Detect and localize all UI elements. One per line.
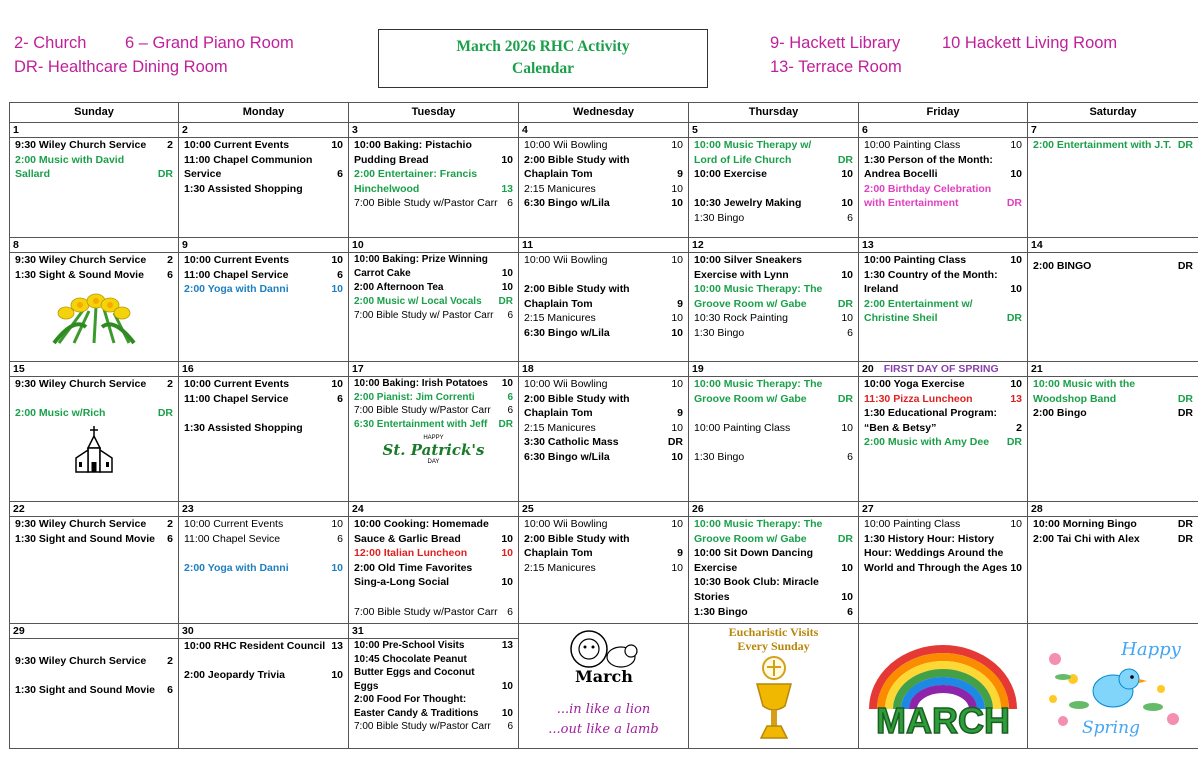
day-cell-2 xyxy=(179,123,349,238)
event-item: 2:15 Manicures 10 xyxy=(524,561,683,574)
day-number: 29 xyxy=(10,624,178,639)
day-number: 7 xyxy=(1028,123,1198,138)
day-number: 15 xyxy=(10,362,178,377)
weekday-friday: Friday xyxy=(859,103,1028,123)
svg-text:March: March xyxy=(574,667,633,685)
day-cell-5 xyxy=(689,123,859,238)
room-legend-right xyxy=(770,31,1117,79)
day-number: 1 xyxy=(10,123,178,138)
event-item: 2:15 Manicures 10 xyxy=(524,421,683,434)
day-number: 11 xyxy=(519,238,688,253)
legend-terrace: 13- Terrace Room xyxy=(770,58,902,76)
calendar-title xyxy=(378,29,708,88)
event-item: 11:00 Chapel Service 6 xyxy=(184,268,343,281)
event-item: 1:30 Country of the Month: Ireland 10 xyxy=(864,268,1022,296)
day-number: 31 xyxy=(349,624,518,639)
daffodil-icon xyxy=(10,286,178,346)
day-number: 27 xyxy=(859,502,1027,517)
day-number: 30 xyxy=(179,624,348,639)
event-item: 10:00 Wii Bowling 10 xyxy=(524,139,683,151)
first-day-of-spring-note: FIRST DAY OF SPRING xyxy=(883,363,999,375)
event-item: 7:00 Bible Study w/Pastor Carr 6 xyxy=(354,721,513,732)
weekday-wednesday: Wednesday xyxy=(519,103,689,123)
event-item: 10:00 Music Therapy: The Groove Room w/ Gabe DR xyxy=(694,378,853,405)
event-item: 10:00 Cooking: Homemade Sauce & Garlic Bread 10 xyxy=(354,518,513,545)
event-item: 11:00 Chapel Communion Service 6 xyxy=(184,153,343,181)
event-item: 2:00 Music w/Rich DR xyxy=(15,407,173,420)
event-item: 1:30 Bingo 6 xyxy=(694,605,853,618)
event-item: 2:00 Pianist: Jim Correnti 6 xyxy=(354,391,513,403)
eucharist-line-2: Every Sunday xyxy=(737,639,810,653)
lion-icon xyxy=(519,626,688,686)
event-item: 2:00 Bible Study with Chaplain Tom 9 xyxy=(524,283,683,310)
event-item: 9:30 Wiley Church Service 2 xyxy=(15,139,173,151)
event-item: 10:00 Current Events 10 xyxy=(184,518,343,530)
day-cell-31 xyxy=(349,624,519,749)
day-cell-6 xyxy=(859,123,1028,238)
day-cell-12 xyxy=(689,238,859,362)
day-number: 21 xyxy=(1028,362,1198,377)
day-cell-1 xyxy=(10,123,179,238)
day-cell-16 xyxy=(179,362,349,502)
event-item: 1:30 Assisted Shopping xyxy=(184,421,303,434)
room-legend-left xyxy=(14,31,294,79)
day-cell-23 xyxy=(179,502,349,624)
calendar-grid xyxy=(9,102,1198,749)
day-number: 8 xyxy=(10,238,178,253)
day-number: 17 xyxy=(349,362,518,377)
happy-spring-art xyxy=(1028,624,1198,749)
day-number: 22 xyxy=(10,502,178,517)
event-item: 1:30 Educational Program: “Ben & Betsy” 2 xyxy=(864,407,1022,434)
weekday-header-row xyxy=(10,103,1198,123)
event-item: 10:30 Book Club: Miracle Stories 10 xyxy=(694,576,853,603)
event-item: 7:00 Bible Study w/Pastor Carr 6 xyxy=(354,605,513,618)
event-item: 2:00 Yoga with Danni 10 xyxy=(184,561,343,574)
svg-text:MARCH: MARCH xyxy=(876,700,1010,739)
event-item: 2:00 Food For Thought: Easter Candy & Traditions 10 xyxy=(354,694,513,719)
weekday-sunday: Sunday xyxy=(10,103,179,123)
event-item: 9:30 Wiley Church Service 2 xyxy=(15,378,173,390)
day-cell-29 xyxy=(10,624,179,749)
day-number: 3 xyxy=(349,123,518,138)
legend-piano: 6 – Grand Piano Room xyxy=(125,34,294,52)
event-item: 9:30 Wiley Church Service 2 xyxy=(15,518,173,530)
event-item: 2:00 Tai Chi with Alex DR xyxy=(1033,532,1193,545)
st-patricks-icon: HAPPY St. Patrick's DAY xyxy=(382,435,485,465)
day-number: 19 xyxy=(689,362,858,377)
day-cell-7 xyxy=(1028,123,1198,238)
day-cell-4 xyxy=(519,123,689,238)
event-item: 2:15 Manicures 10 xyxy=(524,312,683,325)
event-item: 3:30 Catholic Mass DR xyxy=(524,436,683,449)
event-item: 10:00 Music Therapy w/ Lord of Life Church DR xyxy=(694,139,853,166)
day-number: 10 xyxy=(349,238,518,253)
svg-text:Happy: Happy xyxy=(1121,639,1181,660)
day-cell-9 xyxy=(179,238,349,362)
event-item: 9:30 Wiley Church Service 2 xyxy=(15,654,173,667)
day-cell-8 xyxy=(10,238,179,362)
event-item: 2:00 BINGO DR xyxy=(1033,260,1193,272)
church-icon xyxy=(10,423,178,475)
day-cell-14 xyxy=(1028,238,1198,362)
day-number: 25 xyxy=(519,502,688,517)
event-item: 10:00 Painting Class 10 xyxy=(864,518,1022,530)
day-number: 26 xyxy=(689,502,858,517)
event-item: 10:00 Pre-School Visits 13 xyxy=(354,640,513,651)
event-item: 10:00 Current Events 10 xyxy=(184,139,343,151)
day-number: 13 xyxy=(859,238,1027,253)
day-cell-19 xyxy=(689,362,859,502)
chalice-icon xyxy=(689,653,858,743)
lion-saying-line-1: ...in like a lion xyxy=(556,702,651,717)
spring-bird-icon xyxy=(1028,624,1198,744)
legend-dining: DR- Healthcare Dining Room xyxy=(14,58,228,76)
day-cell-20 xyxy=(859,362,1028,502)
weekday-tuesday: Tuesday xyxy=(349,103,519,123)
event-item: 2:00 Music with David Sallard DR xyxy=(15,153,173,181)
day-number: 5 xyxy=(689,123,858,138)
event-item: 10:00 Exercise 10 xyxy=(694,168,853,181)
event-item: 2:00 Bible Study with Chaplain Tom 9 xyxy=(524,532,683,560)
event-item: 2:00 Entertainment with J.T. DR xyxy=(1033,139,1193,151)
event-item: 2:00 Afternoon Tea 10 xyxy=(354,282,513,293)
event-item: 7:00 Bible Study w/ Pastor Carr 6 xyxy=(354,310,513,321)
svg-text:Spring: Spring xyxy=(1082,718,1140,738)
event-item: 11:00 Chapel Service 6 xyxy=(184,392,343,405)
event-item: 2:00 Old Time Favorites Sing-a-Long Social 10 xyxy=(354,561,513,589)
day-cell-15 xyxy=(10,362,179,502)
event-item: 2:00 Bingo DR xyxy=(1033,407,1193,420)
day-number: 23 xyxy=(179,502,348,517)
day-cell-27 xyxy=(859,502,1028,624)
event-item: 6:30 Bingo w/Lila 10 xyxy=(524,197,683,210)
event-item: 10:00 RHC Resident Council 13 xyxy=(184,640,343,652)
rainbow-icon xyxy=(859,624,1027,744)
week-row-2 xyxy=(10,238,1198,362)
event-item: 2:00 Entertainment w/ Christine Sheil DR xyxy=(864,297,1022,325)
event-item: 6:30 Bingo w/Lila 10 xyxy=(524,326,683,339)
event-item: 7:00 Bible Study w/Pastor Carr 6 xyxy=(354,197,513,210)
event-item: 2:00 Jeopardy Trivia 10 xyxy=(184,669,343,682)
event-item: 10:00 Silver Sneakers Exercise with Lynn 10 xyxy=(694,254,853,281)
lion-saying-line-2: ...out like a lamb xyxy=(548,722,659,737)
event-item: 6:30 Entertainment with Jeff DR xyxy=(354,418,513,430)
day-number: 16 xyxy=(179,362,348,377)
event-item: 10:00 Sit Down Dancing Exercise 10 xyxy=(694,547,853,574)
event-item: 10:00 Morning Bingo DR xyxy=(1033,518,1193,530)
event-item: 2:15 Manicures 10 xyxy=(524,182,683,195)
day-cell-13 xyxy=(859,238,1028,362)
week-row-3 xyxy=(10,362,1198,502)
day-number: 2 xyxy=(179,123,348,138)
day-cell-22 xyxy=(10,502,179,624)
event-item: 1:30 Sight and Sound Movie 6 xyxy=(15,532,173,545)
event-item: 1:30 Sight & Sound Movie 6 xyxy=(15,268,173,281)
day-number: 18 xyxy=(519,362,688,377)
day-number: 9 xyxy=(179,238,348,253)
event-item: 2:00 Birthday Celebration with Entertainment DR xyxy=(864,182,1022,210)
event-item: 10:30 Jewelry Making 10 xyxy=(694,197,853,210)
legend-library: 9- Hackett Library xyxy=(770,34,901,52)
title-line-1: March 2026 RHC Activity xyxy=(456,38,630,55)
eucharist-line-1: Eucharistic Visits xyxy=(728,625,819,639)
event-item: 10:00 Baking: Prize Winning Carrot Cake 10 xyxy=(354,254,513,279)
event-item: 10:45 Chocolate Peanut Butter Eggs and Coconut Eggs 10 xyxy=(354,653,513,692)
weekday-saturday: Saturday xyxy=(1028,103,1198,123)
event-item: 10:00 Painting Class 10 xyxy=(694,421,853,434)
week-row-4 xyxy=(10,502,1198,624)
day-cell-3 xyxy=(349,123,519,238)
march-rainbow-art xyxy=(859,624,1028,749)
day-number: 12 xyxy=(689,238,858,253)
event-item: 11:30 Pizza Luncheon 13 xyxy=(864,392,1022,405)
day-number: 6 xyxy=(859,123,1027,138)
event-item: 10:00 Painting Class 10 xyxy=(864,254,1022,266)
eucharist-art xyxy=(689,624,859,749)
event-item: 2:00 Music w/ Local Vocals DR xyxy=(354,296,513,307)
event-item: 2:00 Bible Study with Chaplain Tom 9 xyxy=(524,392,683,420)
title-line-2: Calendar xyxy=(512,60,574,77)
event-item: 1:30 Sight and Sound Movie 6 xyxy=(15,683,173,696)
week-row-1 xyxy=(10,123,1198,238)
day-number: 20 FIRST DAY OF SPRING xyxy=(859,362,1027,377)
march-lion-lamb-art xyxy=(519,624,689,749)
event-item: 10:00 Baking: Pistachio Pudding Bread 10 xyxy=(354,139,513,166)
event-item: 10:00 Music Therapy: The Groove Room w/ Gabe DR xyxy=(694,518,853,545)
event-item: 1:30 Assisted Shopping xyxy=(184,182,303,195)
day-cell-21 xyxy=(1028,362,1198,502)
event-item: 1:30 History Hour: History Hour: Weddings Around the World and Through the Ages 10 xyxy=(864,532,1022,574)
day-cell-25 xyxy=(519,502,689,624)
day-cell-28 xyxy=(1028,502,1198,624)
day-number: 28 xyxy=(1028,502,1198,517)
event-item: 2:00 Music with Amy Dee DR xyxy=(864,436,1022,449)
event-item: 12:00 Italian Luncheon 10 xyxy=(354,547,513,560)
day-cell-30 xyxy=(179,624,349,749)
event-item: 10:00 Wii Bowling 10 xyxy=(524,254,683,266)
event-item: 1:30 Person of the Month: Andrea Bocelli 10 xyxy=(864,153,1022,181)
weekday-thursday: Thursday xyxy=(689,103,859,123)
legend-living: 10 Hackett Living Room xyxy=(942,34,1118,52)
event-item: 9:30 Wiley Church Service 2 xyxy=(15,254,173,266)
event-item: 10:00 Baking: Irish Potatoes 10 xyxy=(354,378,513,389)
day-cell-11 xyxy=(519,238,689,362)
event-item: 10:00 Yoga Exercise 10 xyxy=(864,378,1022,390)
event-item: 11:00 Chapel Sevice 6 xyxy=(184,532,343,545)
event-item: 10:30 Rock Painting 10 xyxy=(694,312,853,325)
event-item: 2:00 Bible Study with Chaplain Tom 9 xyxy=(524,153,683,181)
day-cell-17 xyxy=(349,362,519,502)
event-item: 1:30 Bingo 6 xyxy=(694,211,853,224)
day-number: 24 xyxy=(349,502,518,517)
event-item: 7:00 Bible Study w/Pastor Carr 6 xyxy=(354,405,513,416)
event-item: 1:30 Bingo 6 xyxy=(694,326,853,339)
legend-church: 2- Church xyxy=(14,34,87,52)
week-row-5 xyxy=(10,624,1198,749)
day-cell-18 xyxy=(519,362,689,502)
day-cell-10 xyxy=(349,238,519,362)
event-item: 10:00 Current Events 10 xyxy=(184,378,343,390)
event-item: 1:30 Bingo 6 xyxy=(694,450,853,463)
event-item: 10:00 Music with the Woodshop Band DR xyxy=(1033,378,1193,405)
day-cell-26 xyxy=(689,502,859,624)
event-item: 10:00 Painting Class 10 xyxy=(864,139,1022,151)
event-item: 2:00 Entertainer: Francis Hinchelwood 13 xyxy=(354,168,513,195)
event-item: 6:30 Bingo w/Lila 10 xyxy=(524,450,683,463)
event-item: 10:00 Wii Bowling 10 xyxy=(524,378,683,390)
day-number: 4 xyxy=(519,123,688,138)
event-item: 10:00 Current Events 10 xyxy=(184,254,343,266)
event-item: 10:00 Wii Bowling 10 xyxy=(524,518,683,530)
event-item: 2:00 Yoga with Danni 10 xyxy=(184,283,343,296)
day-number: 14 xyxy=(1028,238,1198,253)
day-cell-24 xyxy=(349,502,519,624)
event-item: 10:00 Music Therapy: The Groove Room w/ Gabe DR xyxy=(694,283,853,310)
weekday-monday: Monday xyxy=(179,103,349,123)
